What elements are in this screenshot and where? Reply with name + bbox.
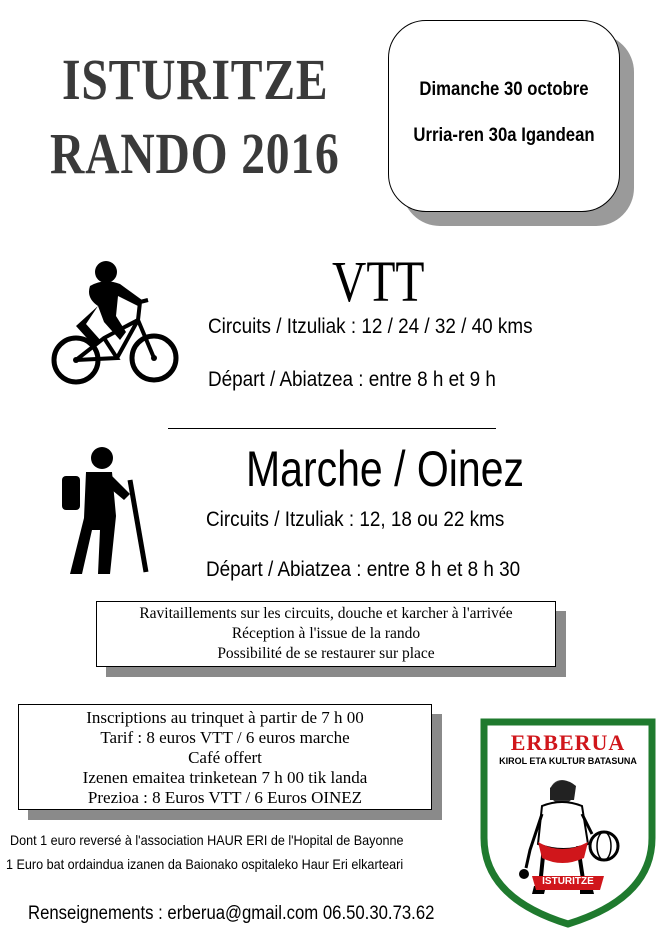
section-divider xyxy=(168,428,496,429)
hiker-icon xyxy=(58,446,158,576)
charity-line-fr: Dont 1 euro reversé à l'association HAUR ERI de l'Hopital de Bayonne xyxy=(10,832,404,848)
inscriptions-line-5: Prezioa : 8 Euros VTT / 6 Euros OINEZ xyxy=(87,788,363,807)
contact-line: Renseignements : erberua@gmail.com 06.50.30.73.62 xyxy=(28,903,435,924)
logo-name: ERBERUA xyxy=(510,730,626,755)
inscriptions-box xyxy=(18,704,432,810)
date-line-fr: Dimanche 30 octobre xyxy=(419,79,589,100)
services-box xyxy=(96,601,556,667)
date-line-eu: Urria-ren 30a Igandean xyxy=(413,125,595,146)
inscriptions-line-1: Inscriptions au trinquet à partir de 7 h 00 xyxy=(86,708,364,727)
title-line-2: RANDO 2016 xyxy=(50,121,340,186)
marche-depart: Départ / Abiatzea : entre 8 h et 8 h 30 xyxy=(206,558,521,581)
inscriptions-line-4: Izenen emaitea trinketean 7 h 00 tik landa xyxy=(82,768,368,787)
title-line-1: ISTURITZE xyxy=(62,47,329,112)
cyclist-icon xyxy=(42,258,182,393)
charity-line-eu: 1 Euro bat ordaindua izanen da Baionako ospitaleko Haur Eri elkarteari xyxy=(6,856,404,872)
logo-subtitle: KIROL ETA KULTUR BATASUNA xyxy=(499,756,637,766)
services-line-2: Réception à l'issue de la rando xyxy=(231,625,421,642)
vtt-heading: VTT xyxy=(332,249,425,314)
marche-heading: Marche / Oinez xyxy=(246,441,524,497)
services-line-3: Possibilité de se restaurer sur place xyxy=(217,645,435,662)
marche-circuits: Circuits / Itzuliak : 12, 18 ou 22 kms xyxy=(206,508,505,531)
services-line-1: Ravitaillements sur les circuits, douche et karcher à l'arrivée xyxy=(139,605,513,622)
vtt-depart: Départ / Abiatzea : entre 8 h et 9 h xyxy=(208,368,496,391)
inscriptions-line-2: Tarif : 8 euros VTT / 6 euros marche xyxy=(100,728,350,747)
vtt-circuits: Circuits / Itzuliak : 12 / 24 / 32 / 40 kms xyxy=(208,315,533,338)
inscriptions-line-3: Café offert xyxy=(188,748,262,767)
logo-place: ISTURITZE xyxy=(542,876,594,887)
date-box xyxy=(388,20,620,212)
erberua-logo xyxy=(480,718,656,928)
